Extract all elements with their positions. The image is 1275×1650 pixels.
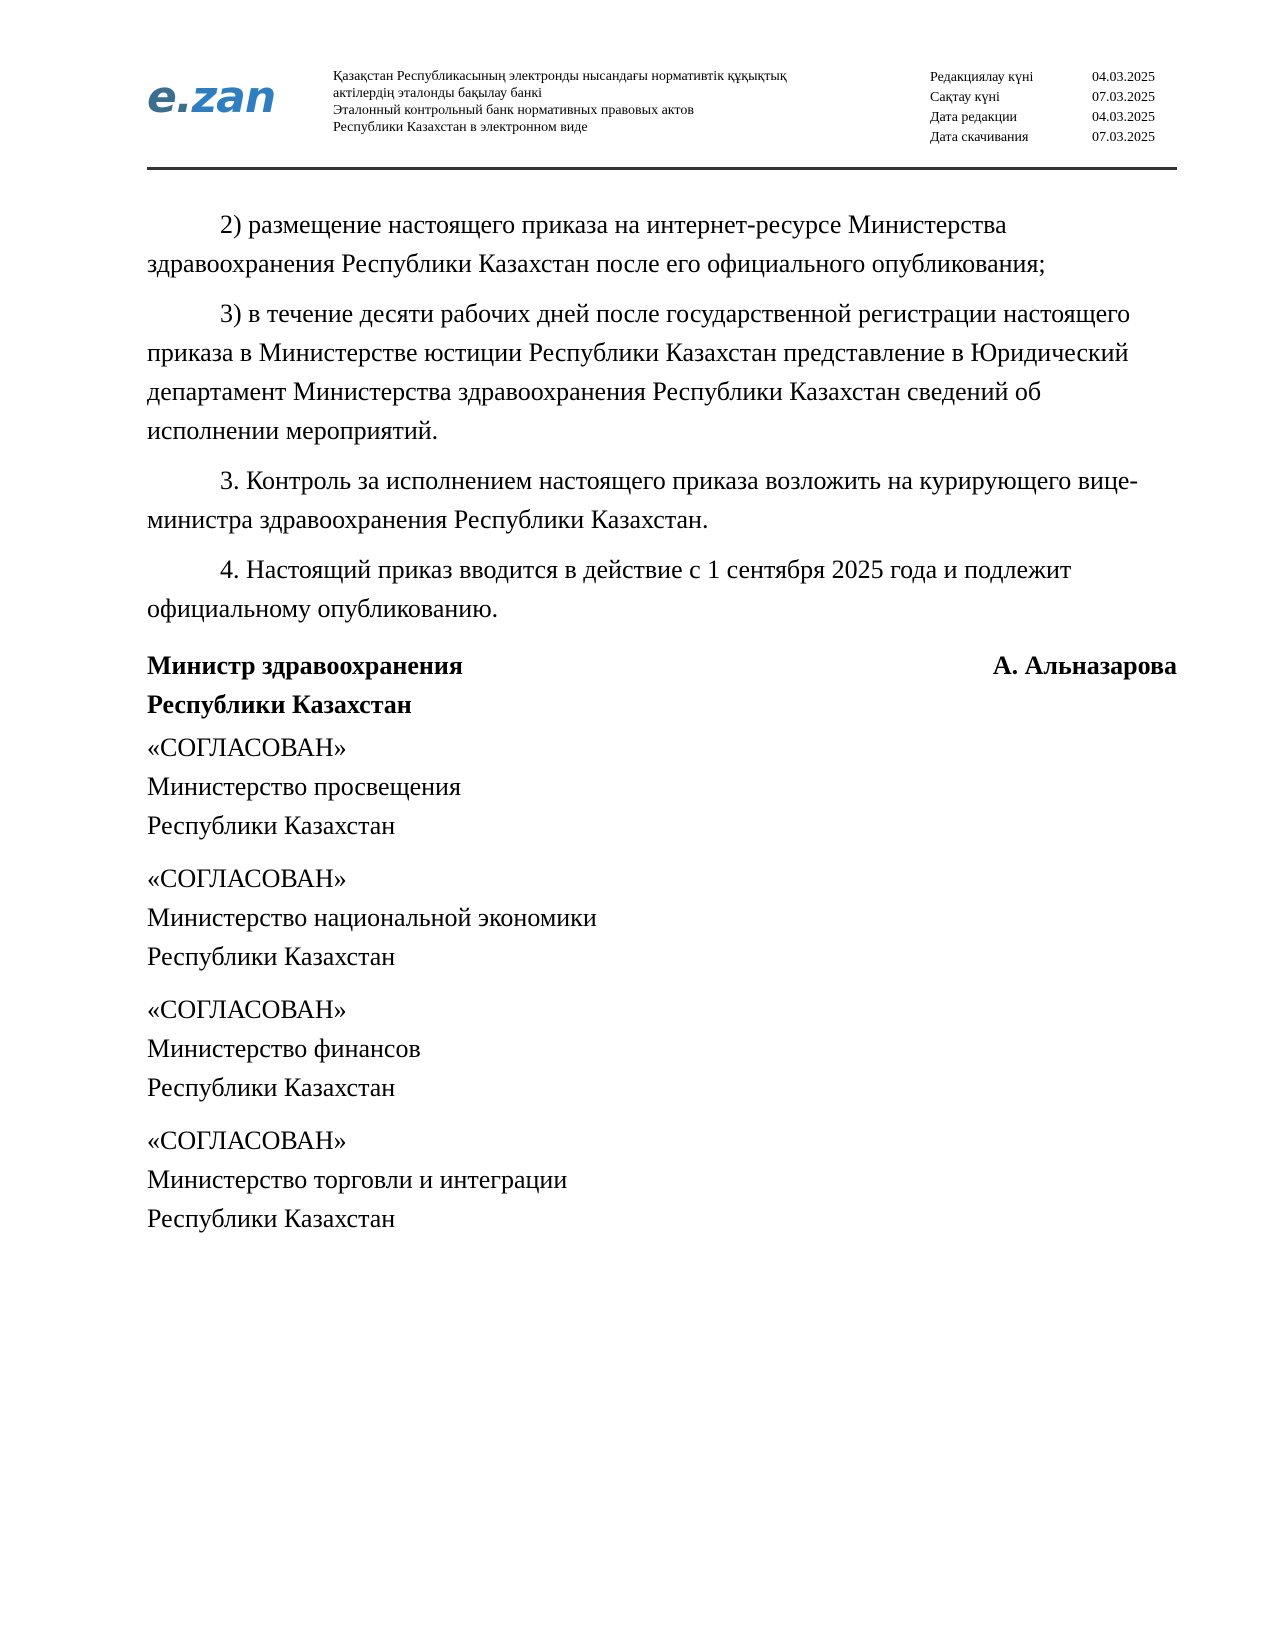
meta-row [930,88,1155,108]
meta-label: Дата скачивания [930,130,1029,145]
signatory-name: А. Альназарова [992,651,1177,680]
meta-value: 04.03.2025 [1092,110,1155,125]
header-meta [930,68,1155,148]
meta-value: 07.03.2025 [1092,90,1155,105]
approval-block [147,990,1177,1107]
approval-ministry: Министерство просвещения [147,772,461,801]
header-desc-line: актілердің эталонды бақылау банкі [333,86,543,101]
header-desc-line: Республики Казахстан в электронном виде [333,120,588,135]
approval-ministry: Министерство финансов [147,1034,421,1063]
approval-block [147,728,1177,845]
approval-country: Республики Казахстан [147,1073,396,1102]
header-description [333,68,893,136]
signature-block [147,646,1177,685]
meta-value: 07.03.2025 [1092,130,1155,145]
approval-status: «СОГЛАСОВАН» [147,733,347,762]
paragraph-point-4: 4. Настоящий приказ вводится в действие с 1 сентября 2025 года и подлежит официальному опубликованию. [147,555,1072,623]
logo-zan: zan [191,72,276,123]
approval-status: «СОГЛАСОВАН» [147,864,347,893]
meta-label: Сақтау күні [930,90,1000,105]
meta-label: Редакциялау күні [930,70,1034,85]
meta-row [930,128,1155,148]
approval-ministry: Министерство торговли и интеграции [147,1165,568,1194]
approval-country: Республики Казахстан [147,1204,396,1233]
approval-country: Республики Казахстан [147,942,396,971]
approval-status: «СОГЛАСОВАН» [147,995,347,1024]
meta-row [930,68,1155,88]
logo-e: e [147,72,176,123]
header-desc-line: Қазақстан Республикасының электронды нысандағы нормативтік құқықтық [333,69,787,84]
signatory-title-line2: Республики Казахстан [147,690,412,719]
approval-country: Республики Казахстан [147,811,396,840]
document-header [147,62,1177,170]
meta-value: 04.03.2025 [1092,70,1155,85]
meta-label: Дата редакции [930,110,1018,125]
approval-block [147,1121,1177,1238]
signatory-title: Министр здравоохранения [147,651,463,680]
approval-status: «СОГЛАСОВАН» [147,1126,347,1155]
header-desc-line: Эталонный контрольный банк нормативных правовых актов [333,103,694,118]
paragraph-item-2: 2) размещение настоящего приказа на интернет-ресурсе Министерства здравоохранения Республики Казахстан после его официального опубликования; [147,210,1046,278]
paragraph-item-3: 3) в течение десяти рабочих дней после государственной регистрации настоящего приказа в Министерстве юстиции Республики Казахстан представление в Юридический департамент Министерства здравоохранения Республики Казахстан сведений об исполнении мероприятий. [147,299,1131,445]
meta-row [930,108,1155,128]
approval-block [147,859,1177,976]
paragraph-point-3: 3. Контроль за исполнением настоящего приказа возложить на курирующего вице-министра здравоохранения Республики Казахстан. [147,466,1139,534]
document-body [147,205,1177,1252]
approval-ministry: Министерство национальной экономики [147,903,597,932]
logo-dot: . [175,72,192,123]
ezan-logo [147,72,276,123]
